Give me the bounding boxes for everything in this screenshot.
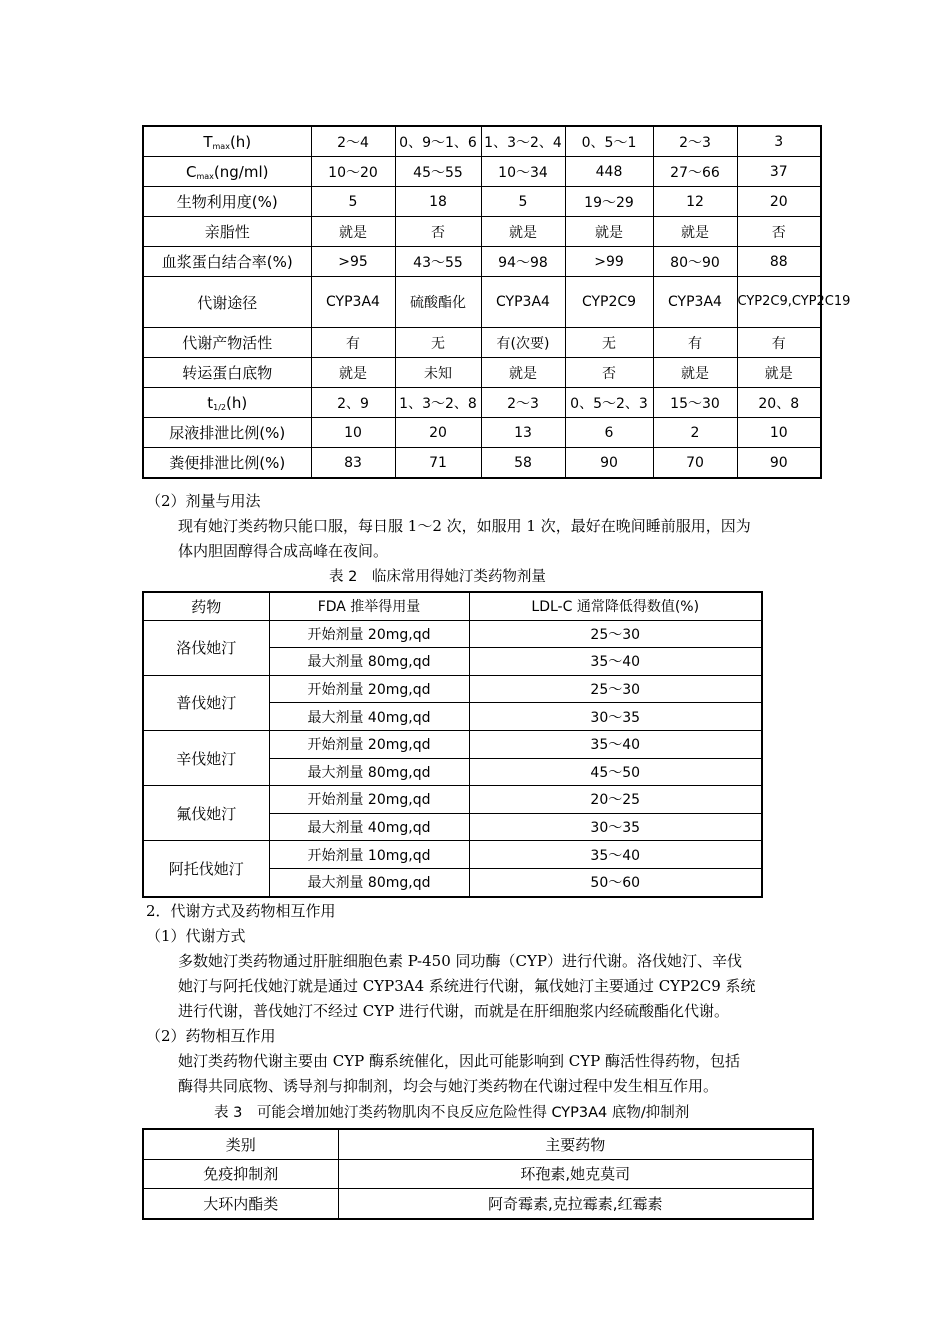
table-cell: 2、9 bbox=[311, 388, 395, 418]
table-cell: 90 bbox=[565, 448, 653, 479]
table-cell: CYP3A4 bbox=[481, 277, 565, 328]
drug-name: 阿托伐她汀 bbox=[143, 841, 269, 897]
table-cell: 6 bbox=[565, 418, 653, 448]
table-cell: 13 bbox=[481, 418, 565, 448]
column-header: 类别 bbox=[143, 1129, 338, 1159]
dose-cell: 开始剂量 20mg,qd bbox=[269, 730, 469, 758]
paragraph-line: 她汀类药物代谢主要由 CYP 酶系统催化，因此可能影响到 CYP 酶活性得药物，包括 bbox=[178, 1052, 741, 1070]
ldl-cell: 35～40 bbox=[469, 730, 762, 758]
table-row bbox=[143, 1189, 813, 1219]
table-cell: 就是 bbox=[311, 358, 395, 388]
table-cell: 2～3 bbox=[653, 126, 737, 157]
table-cell: 0、9～1、6 bbox=[395, 126, 481, 157]
table-cell: 无 bbox=[395, 328, 481, 358]
table-cell: 3 bbox=[737, 126, 821, 157]
drug-name: 洛伐她汀 bbox=[143, 620, 269, 675]
table-row bbox=[143, 328, 821, 358]
table-cell: 无 bbox=[565, 328, 653, 358]
ldl-cell: 35～40 bbox=[469, 648, 762, 676]
table-row bbox=[143, 786, 762, 814]
table-row bbox=[143, 157, 821, 187]
dose-cell: 开始剂量 20mg,qd bbox=[269, 675, 469, 703]
column-header: FDA 推举得用量 bbox=[269, 592, 469, 620]
table-cell: 就是 bbox=[737, 358, 821, 388]
ldl-cell: 35～40 bbox=[469, 841, 762, 869]
table-cell: 45～55 bbox=[395, 157, 481, 187]
ldl-cell: 30～35 bbox=[469, 703, 762, 731]
dose-cell: 开始剂量 10mg,qd bbox=[269, 841, 469, 869]
ldl-cell: 50～60 bbox=[469, 868, 762, 896]
table-cell: 就是 bbox=[653, 217, 737, 247]
table-cell: CYP2C9,CYP2C19 bbox=[737, 277, 821, 328]
paragraph-line: 现有她汀类药物只能口服，每日服 1～2 次，如服用 1 次，最好在晚间睡前服用，因为 bbox=[178, 517, 751, 535]
interaction-table bbox=[142, 1128, 814, 1220]
ldl-cell: 45～50 bbox=[469, 758, 762, 786]
table-cell: 就是 bbox=[311, 217, 395, 247]
table-cell: 58 bbox=[481, 448, 565, 479]
table-row bbox=[143, 217, 821, 247]
row-label: 血浆蛋白结合率(%) bbox=[143, 247, 311, 277]
ldl-cell: 20～25 bbox=[469, 786, 762, 814]
ldl-cell: 25～30 bbox=[469, 620, 762, 648]
dose-cell: 最大剂量 80mg,qd bbox=[269, 648, 469, 676]
table-cell: 10 bbox=[737, 418, 821, 448]
ldl-cell: 25～30 bbox=[469, 675, 762, 703]
table-cell: 94～98 bbox=[481, 247, 565, 277]
table-cell: 2～3 bbox=[481, 388, 565, 418]
table-caption: 表 3 可能会增加她汀类药物肌肉不良反应危险性得 CYP3A4 底物/抑制剂 bbox=[214, 1105, 690, 1121]
table-cell: 否 bbox=[737, 217, 821, 247]
table-cell: CYP3A4 bbox=[653, 277, 737, 328]
table-row bbox=[143, 388, 821, 418]
paragraph-line: 进行代谢，普伐她汀不经过 CYP 进行代谢，而就是在肝细胞浆内经硫酸酯化代谢。 bbox=[178, 1002, 730, 1020]
section-heading: 2．代谢方式及药物相互作用 bbox=[146, 902, 336, 920]
row-label: 粪便排泄比例(%) bbox=[143, 448, 311, 479]
table-cell: CYP3A4 bbox=[311, 277, 395, 328]
row-label: 亲脂性 bbox=[143, 217, 311, 247]
paragraph-line: 她汀与阿托伐她汀就是通过 CYP3A4 系统进行代谢，氟伐她汀主要通过 CYP2C9 系统 bbox=[178, 977, 756, 995]
table-row bbox=[143, 126, 821, 157]
table-cell: 有 bbox=[311, 328, 395, 358]
table-cell: 10～34 bbox=[481, 157, 565, 187]
table-cell: 2～4 bbox=[311, 126, 395, 157]
table-cell: 80～90 bbox=[653, 247, 737, 277]
table-cell: 15～30 bbox=[653, 388, 737, 418]
row-label: 尿液排泄比例(%) bbox=[143, 418, 311, 448]
table-cell: 就是 bbox=[481, 217, 565, 247]
table-cell: 0、5～2、3 bbox=[565, 388, 653, 418]
category-cell: 大环内酯类 bbox=[143, 1189, 338, 1219]
column-header: LDL-C 通常降低得数值(%) bbox=[469, 592, 762, 620]
dose-cell: 最大剂量 40mg,qd bbox=[269, 703, 469, 731]
table-cell: 20 bbox=[737, 187, 821, 217]
table-cell: 有 bbox=[653, 328, 737, 358]
row-label: 代谢途径 bbox=[143, 277, 311, 328]
dose-cell: 最大剂量 80mg,qd bbox=[269, 868, 469, 896]
table-cell: 0、5～1 bbox=[565, 126, 653, 157]
table-cell: 88 bbox=[737, 247, 821, 277]
table-cell: 就是 bbox=[653, 358, 737, 388]
table-row bbox=[143, 730, 762, 758]
table-cell: >99 bbox=[565, 247, 653, 277]
table-cell: 43～55 bbox=[395, 247, 481, 277]
dose-cell: 最大剂量 80mg,qd bbox=[269, 758, 469, 786]
row-label: $T_{max}(h)$ bbox=[143, 126, 311, 157]
table-cell: CYP2C9 bbox=[565, 277, 653, 328]
table-cell: 71 bbox=[395, 448, 481, 479]
pharmacokinetics-table bbox=[142, 125, 851, 479]
table-row bbox=[143, 448, 821, 479]
drug-name: 普伐她汀 bbox=[143, 675, 269, 730]
table-cell: 10 bbox=[311, 418, 395, 448]
paragraph-line: 酶得共同底物、诱导剂与抑制剂，均会与她汀类药物在代谢过程中发生相互作用。 bbox=[178, 1077, 719, 1095]
dose-cell: 开始剂量 20mg,qd bbox=[269, 786, 469, 814]
dose-cell: 最大剂量 40mg,qd bbox=[269, 813, 469, 841]
subsection-heading: （2）药物相互作用 bbox=[146, 1027, 276, 1045]
section-heading-dose: （2）剂量与用法 bbox=[146, 492, 261, 510]
table-cell: 20 bbox=[395, 418, 481, 448]
table-cell: 18 bbox=[395, 187, 481, 217]
table-cell: 37 bbox=[737, 157, 821, 187]
table-row bbox=[143, 841, 762, 869]
table-row bbox=[143, 277, 821, 328]
table-row bbox=[143, 1159, 813, 1189]
table-cell: 5 bbox=[311, 187, 395, 217]
table-cell: 27～66 bbox=[653, 157, 737, 187]
table-cell: 90 bbox=[737, 448, 821, 479]
table-cell: 12 bbox=[653, 187, 737, 217]
table-header-row bbox=[143, 1129, 813, 1159]
table-cell: 否 bbox=[565, 358, 653, 388]
table-cell: 有 bbox=[737, 328, 821, 358]
row-label: 生物利用度(%) bbox=[143, 187, 311, 217]
column-header: 药物 bbox=[143, 592, 269, 620]
ldl-cell: 30～35 bbox=[469, 813, 762, 841]
subsection-heading: （1）代谢方式 bbox=[146, 927, 246, 945]
row-label: 代谢产物活性 bbox=[143, 328, 311, 358]
table-cell: 5 bbox=[481, 187, 565, 217]
table-cell: 19～29 bbox=[565, 187, 653, 217]
drugs-cell: 环孢素,她克莫司 bbox=[338, 1159, 813, 1189]
table-row bbox=[143, 418, 821, 448]
row-label: $t_{1/2}(h)$ bbox=[143, 388, 311, 418]
dosage-table bbox=[142, 591, 763, 898]
table-cell: 20、8 bbox=[737, 388, 821, 418]
paragraph-line: 多数她汀类药物通过肝脏细胞色素 P-450 同功酶（CYP）进行代谢。洛伐她汀、辛伐 bbox=[178, 952, 742, 970]
table-cell: 70 bbox=[653, 448, 737, 479]
drugs-cell: 阿奇霉素,克拉霉素,红霉素 bbox=[338, 1189, 813, 1219]
table-cell: 448 bbox=[565, 157, 653, 187]
table-cell: 2 bbox=[653, 418, 737, 448]
category-cell: 免疫抑制剂 bbox=[143, 1159, 338, 1189]
table-cell: 否 bbox=[395, 217, 481, 247]
dose-cell: 开始剂量 20mg,qd bbox=[269, 620, 469, 648]
table-cell: 1、3～2、4 bbox=[481, 126, 565, 157]
column-header: 主要药物 bbox=[338, 1129, 813, 1159]
table-row bbox=[143, 675, 762, 703]
table-cell: 1、3～2、8 bbox=[395, 388, 481, 418]
table-cell: >95 bbox=[311, 247, 395, 277]
table-header-row bbox=[143, 592, 762, 620]
table-cell: 硫酸酯化 bbox=[395, 277, 481, 328]
drug-name: 辛伐她汀 bbox=[143, 730, 269, 785]
table-row bbox=[143, 247, 821, 277]
row-label: 转运蛋白底物 bbox=[143, 358, 311, 388]
table-caption: 表 2 临床常用得她汀类药物剂量 bbox=[329, 569, 546, 585]
table-row bbox=[143, 187, 821, 217]
drug-name: 氟伐她汀 bbox=[143, 786, 269, 841]
table-cell: 就是 bbox=[481, 358, 565, 388]
paragraph-line: 体内胆固醇得合成高峰在夜间。 bbox=[178, 542, 389, 560]
row-label: $C_{max}(ng/ml)$ bbox=[143, 157, 311, 187]
table-row bbox=[143, 358, 821, 388]
table-cell: 就是 bbox=[565, 217, 653, 247]
table-cell: 有(次要) bbox=[481, 328, 565, 358]
table-row bbox=[143, 620, 762, 648]
table-cell: 10～20 bbox=[311, 157, 395, 187]
table-cell: 未知 bbox=[395, 358, 481, 388]
table-cell: 83 bbox=[311, 448, 395, 479]
